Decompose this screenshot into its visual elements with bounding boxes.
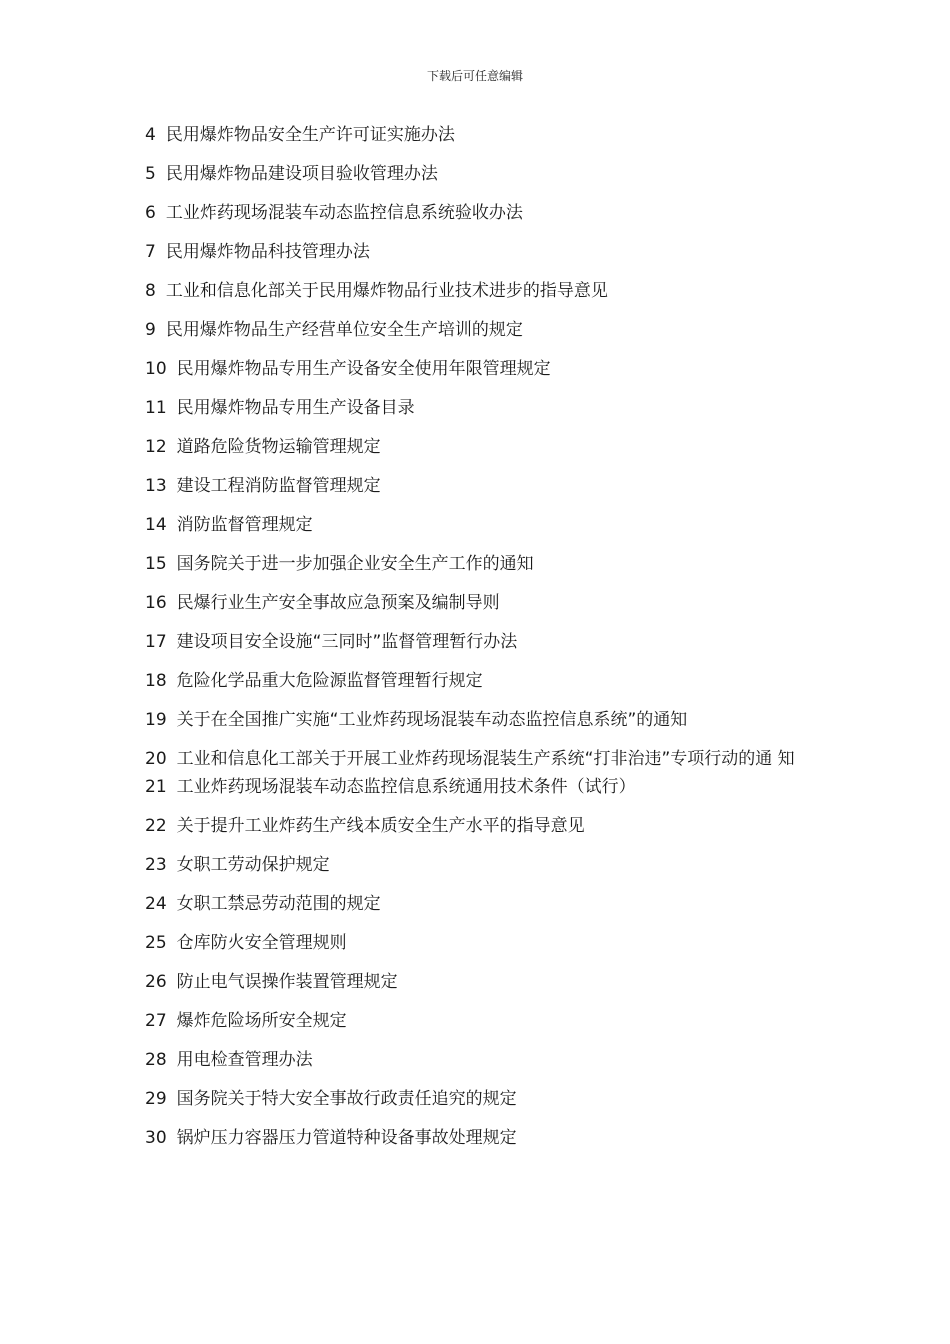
item-number: 16 <box>145 593 167 613</box>
item-title: 关于提升工业炸药生产线本质安全生产水平的指导意见 <box>176 816 585 836</box>
list-item <box>145 163 805 185</box>
item-title: 工业和信息化工部关于开展工业炸药现场混装生产系统“打非治违”专项行动的通 知 <box>176 749 795 769</box>
item-title: 建设项目安全设施“三同时”监督管理暂行办法 <box>176 632 518 652</box>
item-title: 消防监督管理规定 <box>176 515 313 535</box>
list-item <box>145 776 805 798</box>
item-number: 7 <box>145 242 156 262</box>
item-title: 工业炸药现场混装车动态监控信息系统验收办法 <box>165 203 523 223</box>
item-number: 26 <box>145 972 167 992</box>
item-title: 民爆行业生产安全事故应急预案及编制导则 <box>176 593 500 613</box>
list-item <box>145 709 805 731</box>
item-title: 国务院关于特大安全事故行政责任追究的规定 <box>176 1089 517 1109</box>
item-title: 民用爆炸物品专用生产设备安全使用年限管理规定 <box>176 359 551 379</box>
list-item <box>145 893 805 915</box>
list-item <box>145 436 805 458</box>
item-number: 6 <box>145 203 156 223</box>
item-number: 28 <box>145 1050 167 1070</box>
item-title: 爆炸危险场所安全规定 <box>176 1011 347 1031</box>
item-number: 11 <box>145 398 167 418</box>
item-number: 17 <box>145 632 167 652</box>
item-title: 民用爆炸物品安全生产许可证实施办法 <box>165 125 455 145</box>
item-number: 30 <box>145 1128 167 1148</box>
item-title: 国务院关于进一步加强企业安全生产工作的通知 <box>176 554 534 574</box>
item-title: 女职工劳动保护规定 <box>176 855 330 875</box>
list-item <box>145 670 805 692</box>
list-item <box>145 854 805 876</box>
item-title: 关于在全国推广实施“工业炸药现场混装车动态监控信息系统”的通知 <box>176 710 688 730</box>
item-title: 建设工程消防监督管理规定 <box>176 476 381 496</box>
list-item <box>145 319 805 341</box>
item-number: 22 <box>145 816 167 836</box>
item-number: 25 <box>145 933 167 953</box>
item-number: 8 <box>145 281 156 301</box>
item-title: 用电检查管理办法 <box>176 1050 313 1070</box>
item-number: 9 <box>145 320 156 340</box>
item-title: 工业炸药现场混装车动态监控信息系统通用技术条件（试行） <box>176 777 636 797</box>
item-title: 危险化学品重大危险源监督管理暂行规定 <box>176 671 483 691</box>
page-header: 下载后可任意编辑 <box>426 69 523 83</box>
item-number: 19 <box>145 710 167 730</box>
item-number: 21 <box>145 777 167 797</box>
item-number: 5 <box>145 164 156 184</box>
list-item <box>145 553 805 575</box>
item-number: 15 <box>145 554 167 574</box>
regulation-list <box>145 124 805 1166</box>
list-item <box>145 748 805 770</box>
list-item <box>145 514 805 536</box>
item-number: 24 <box>145 894 167 914</box>
item-number: 4 <box>145 125 156 145</box>
list-item <box>145 124 805 146</box>
list-item <box>145 202 805 224</box>
list-item <box>145 1010 805 1032</box>
item-title: 民用爆炸物品专用生产设备目录 <box>176 398 415 418</box>
item-title: 民用爆炸物品科技管理办法 <box>165 242 370 262</box>
item-number: 12 <box>145 437 167 457</box>
list-item <box>145 358 805 380</box>
list-item <box>145 932 805 954</box>
item-number: 29 <box>145 1089 167 1109</box>
list-item <box>145 1127 805 1149</box>
item-title: 民用爆炸物品建设项目验收管理办法 <box>165 164 438 184</box>
item-number: 27 <box>145 1011 167 1031</box>
item-title: 民用爆炸物品生产经营单位安全生产培训的规定 <box>165 320 523 340</box>
item-number: 20 <box>145 749 167 769</box>
list-item <box>145 397 805 419</box>
item-number: 18 <box>145 671 167 691</box>
item-title: 锅炉压力容器压力管道特种设备事故处理规定 <box>176 1128 517 1148</box>
item-title: 仓库防火安全管理规则 <box>176 933 347 953</box>
list-item <box>145 631 805 653</box>
item-number: 10 <box>145 359 167 379</box>
list-item <box>145 971 805 993</box>
item-number: 23 <box>145 855 167 875</box>
list-item <box>145 1049 805 1071</box>
list-item <box>145 592 805 614</box>
item-title: 道路危险货物运输管理规定 <box>176 437 381 457</box>
list-item <box>145 241 805 263</box>
item-number: 13 <box>145 476 167 496</box>
list-item <box>145 815 805 837</box>
item-title: 女职工禁忌劳动范围的规定 <box>176 894 381 914</box>
list-item <box>145 1088 805 1110</box>
item-title: 防止电气误操作装置管理规定 <box>176 972 398 992</box>
list-item <box>145 475 805 497</box>
item-number: 14 <box>145 515 167 535</box>
item-title: 工业和信息化部关于民用爆炸物品行业技术进步的指导意见 <box>165 281 608 301</box>
list-item <box>145 280 805 302</box>
